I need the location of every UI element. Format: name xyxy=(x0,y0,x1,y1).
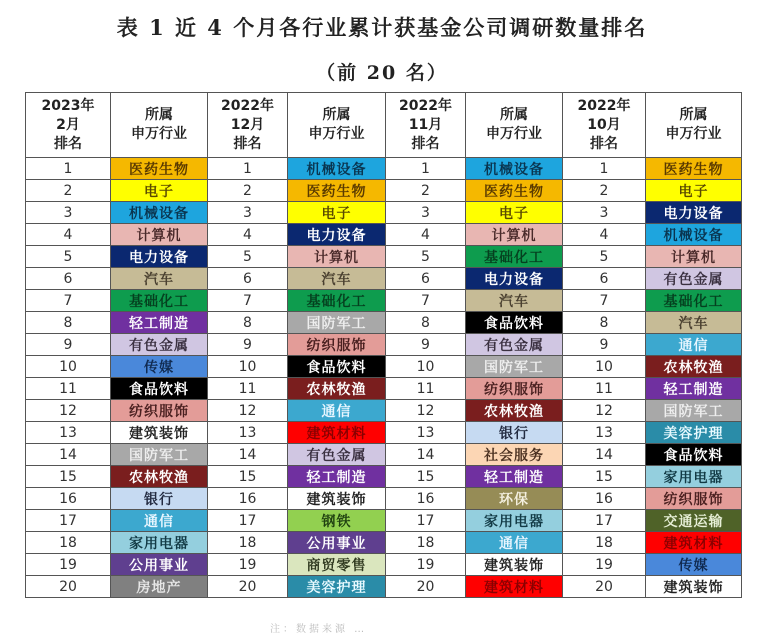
industry-cell: 汽车 xyxy=(288,268,386,290)
rank-cell: 1 xyxy=(208,158,288,180)
industry-cell: 房地产 xyxy=(111,576,208,598)
industry-cell: 商贸零售 xyxy=(288,554,386,576)
rank-cell: 2 xyxy=(208,180,288,202)
rank-cell: 3 xyxy=(386,202,466,224)
rank-cell: 11 xyxy=(208,378,288,400)
rank-cell: 15 xyxy=(563,466,646,488)
industry-cell: 电力设备 xyxy=(288,224,386,246)
source-note: 注：数据来源 … xyxy=(270,624,368,635)
rank-cell: 5 xyxy=(386,246,466,268)
rank-header-line: 2月 xyxy=(56,116,80,133)
rank-header xyxy=(208,93,288,158)
table-row xyxy=(26,532,742,554)
rank-cell: 5 xyxy=(563,246,646,268)
rank-cell: 16 xyxy=(386,488,466,510)
rank-cell: 13 xyxy=(208,422,288,444)
industry-cell: 建筑装饰 xyxy=(288,488,386,510)
industry-cell: 传媒 xyxy=(111,356,208,378)
industry-cell: 基础化工 xyxy=(288,290,386,312)
table-row xyxy=(26,246,742,268)
industry-cell: 国防军工 xyxy=(288,312,386,334)
rank-cell: 7 xyxy=(386,290,466,312)
industry-cell: 医药生物 xyxy=(288,180,386,202)
rank-cell: 10 xyxy=(386,356,466,378)
industry-cell: 建筑装饰 xyxy=(646,576,742,598)
rank-cell: 8 xyxy=(26,312,111,334)
industry-cell: 机械设备 xyxy=(111,202,208,224)
industry-header-line: 所属 xyxy=(500,107,528,123)
rank-cell: 10 xyxy=(26,356,111,378)
industry-header-line: 所属 xyxy=(145,107,173,123)
rank-cell: 11 xyxy=(26,378,111,400)
industry-cell: 纺织服饰 xyxy=(288,334,386,356)
industry-header-line: 申万行业 xyxy=(308,126,365,142)
rank-cell: 13 xyxy=(26,422,111,444)
rank-header-line: 2022年 xyxy=(577,97,631,114)
industry-cell: 基础化工 xyxy=(111,290,208,312)
rank-cell: 8 xyxy=(386,312,466,334)
industry-cell: 建筑装饰 xyxy=(466,554,563,576)
rank-header xyxy=(386,93,466,158)
rank-cell: 4 xyxy=(208,224,288,246)
industry-cell: 基础化工 xyxy=(646,290,742,312)
rank-cell: 19 xyxy=(563,554,646,576)
industry-cell: 通信 xyxy=(466,532,563,554)
rank-cell: 16 xyxy=(563,488,646,510)
table-row xyxy=(26,444,742,466)
industry-header-line: 所属 xyxy=(679,107,708,123)
rank-cell: 14 xyxy=(208,444,288,466)
rank-header-line: 2022年 xyxy=(399,97,452,114)
rank-cell: 17 xyxy=(208,510,288,532)
rank-cell: 7 xyxy=(208,290,288,312)
industry-cell: 美容护理 xyxy=(646,422,742,444)
table-row xyxy=(26,224,742,246)
industry-cell: 农林牧渔 xyxy=(466,400,563,422)
industry-cell: 计算机 xyxy=(288,246,386,268)
industry-cell: 银行 xyxy=(466,422,563,444)
industry-cell: 汽车 xyxy=(646,312,742,334)
rank-header-line: 排名 xyxy=(233,135,262,152)
industry-cell: 食品饮料 xyxy=(646,444,742,466)
rank-cell: 8 xyxy=(208,312,288,334)
rank-cell: 9 xyxy=(26,334,111,356)
rank-cell: 20 xyxy=(26,576,111,598)
rank-header xyxy=(26,93,111,158)
industry-cell: 电力设备 xyxy=(646,202,742,224)
industry-cell: 电子 xyxy=(646,180,742,202)
industry-cell: 家用电器 xyxy=(111,532,208,554)
table-row xyxy=(26,488,742,510)
rank-cell: 1 xyxy=(563,158,646,180)
rank-cell: 20 xyxy=(208,576,288,598)
rank-cell: 7 xyxy=(26,290,111,312)
rank-cell: 12 xyxy=(386,400,466,422)
industry-header-line: 申万行业 xyxy=(131,126,187,142)
industry-cell: 建筑装饰 xyxy=(111,422,208,444)
table-row xyxy=(26,378,742,400)
industry-cell: 电子 xyxy=(466,202,563,224)
industry-header-line: 申万行业 xyxy=(665,126,722,142)
industry-cell: 环保 xyxy=(466,488,563,510)
industry-cell: 社会服务 xyxy=(466,444,563,466)
rank-cell: 10 xyxy=(208,356,288,378)
industry-cell: 轻工制造 xyxy=(646,378,742,400)
industry-ranking-table xyxy=(25,92,742,598)
rank-cell: 3 xyxy=(26,202,111,224)
table-row xyxy=(26,312,742,334)
industry-cell: 通信 xyxy=(288,400,386,422)
industry-header xyxy=(111,93,208,158)
industry-cell: 公用事业 xyxy=(288,532,386,554)
industry-cell: 银行 xyxy=(111,488,208,510)
industry-cell: 机械设备 xyxy=(288,158,386,180)
rank-cell: 18 xyxy=(563,532,646,554)
rank-cell: 18 xyxy=(386,532,466,554)
rank-cell: 9 xyxy=(563,334,646,356)
industry-cell: 电子 xyxy=(288,202,386,224)
rank-cell: 12 xyxy=(26,400,111,422)
rank-cell: 1 xyxy=(386,158,466,180)
industry-cell: 电子 xyxy=(111,180,208,202)
rank-cell: 12 xyxy=(563,400,646,422)
rank-cell: 15 xyxy=(208,466,288,488)
rank-cell: 2 xyxy=(563,180,646,202)
rank-cell: 9 xyxy=(208,334,288,356)
industry-cell: 电力设备 xyxy=(466,268,563,290)
industry-cell: 农林牧渔 xyxy=(646,356,742,378)
industry-cell: 纺织服饰 xyxy=(646,488,742,510)
industry-cell: 机械设备 xyxy=(646,224,742,246)
rank-cell: 12 xyxy=(208,400,288,422)
industry-cell: 有色金属 xyxy=(646,268,742,290)
table-row xyxy=(26,334,742,356)
industry-cell: 轻工制造 xyxy=(466,466,563,488)
industry-cell: 汽车 xyxy=(466,290,563,312)
table-row xyxy=(26,290,742,312)
rank-cell: 4 xyxy=(563,224,646,246)
rank-cell: 2 xyxy=(26,180,111,202)
table-row xyxy=(26,400,742,422)
rank-cell: 19 xyxy=(208,554,288,576)
table-row xyxy=(26,510,742,532)
industry-cell: 国防军工 xyxy=(466,356,563,378)
rank-cell: 14 xyxy=(563,444,646,466)
industry-cell: 美容护理 xyxy=(288,576,386,598)
industry-cell: 计算机 xyxy=(466,224,563,246)
rank-cell: 5 xyxy=(26,246,111,268)
industry-cell: 轻工制造 xyxy=(111,312,208,334)
rank-cell: 4 xyxy=(26,224,111,246)
rank-cell: 11 xyxy=(563,378,646,400)
rank-cell: 6 xyxy=(26,268,111,290)
industry-cell: 医药生物 xyxy=(111,158,208,180)
rank-cell: 1 xyxy=(26,158,111,180)
table-subtitle: （前 20 名） xyxy=(316,62,448,84)
rank-cell: 20 xyxy=(563,576,646,598)
rank-cell: 20 xyxy=(386,576,466,598)
industry-cell: 食品饮料 xyxy=(288,356,386,378)
industry-cell: 公用事业 xyxy=(111,554,208,576)
rank-cell: 14 xyxy=(26,444,111,466)
industry-cell: 食品饮料 xyxy=(111,378,208,400)
rank-cell: 16 xyxy=(208,488,288,510)
rank-header-line: 12月 xyxy=(230,116,265,133)
rank-cell: 18 xyxy=(208,532,288,554)
table-row xyxy=(26,356,742,378)
rank-header-line: 排名 xyxy=(54,135,82,152)
rank-cell: 3 xyxy=(563,202,646,224)
industry-cell: 农林牧渔 xyxy=(288,378,386,400)
rank-cell: 19 xyxy=(386,554,466,576)
industry-cell: 纺织服饰 xyxy=(111,400,208,422)
rank-cell: 8 xyxy=(563,312,646,334)
industry-cell: 家用电器 xyxy=(646,466,742,488)
table-row xyxy=(26,268,742,290)
rank-header-line: 11月 xyxy=(408,116,443,133)
industry-cell: 交通运输 xyxy=(646,510,742,532)
industry-cell: 机械设备 xyxy=(466,158,563,180)
rank-header xyxy=(563,93,646,158)
industry-cell: 电力设备 xyxy=(111,246,208,268)
industry-cell: 轻工制造 xyxy=(288,466,386,488)
rank-cell: 18 xyxy=(26,532,111,554)
industry-cell: 有色金属 xyxy=(111,334,208,356)
rank-header-line: 排名 xyxy=(411,135,440,152)
table-row xyxy=(26,202,742,224)
table-title: 表 1 近 4 个月各行业累计获基金公司调研数量排名 xyxy=(116,15,648,40)
rank-cell: 6 xyxy=(563,268,646,290)
table-row xyxy=(26,158,742,180)
rank-cell: 10 xyxy=(563,356,646,378)
industry-cell: 钢铁 xyxy=(288,510,386,532)
industry-cell: 计算机 xyxy=(646,246,742,268)
industry-cell: 建筑材料 xyxy=(466,576,563,598)
rank-header-line: 2022年 xyxy=(221,97,274,114)
header-row xyxy=(26,93,742,158)
rank-cell: 14 xyxy=(386,444,466,466)
industry-cell: 食品饮料 xyxy=(466,312,563,334)
industry-cell: 基础化工 xyxy=(466,246,563,268)
rank-header-line: 排名 xyxy=(590,135,618,152)
rank-cell: 19 xyxy=(26,554,111,576)
industry-header xyxy=(646,93,742,158)
industry-cell: 计算机 xyxy=(111,224,208,246)
rank-cell: 17 xyxy=(386,510,466,532)
rank-cell: 2 xyxy=(386,180,466,202)
rank-cell: 5 xyxy=(208,246,288,268)
industry-header xyxy=(466,93,563,158)
table-row xyxy=(26,422,742,444)
table-row xyxy=(26,466,742,488)
rank-cell: 13 xyxy=(563,422,646,444)
rank-cell: 6 xyxy=(208,268,288,290)
industry-cell: 家用电器 xyxy=(466,510,563,532)
industry-cell: 建筑材料 xyxy=(646,532,742,554)
rank-cell: 15 xyxy=(26,466,111,488)
rank-cell: 17 xyxy=(563,510,646,532)
rank-cell: 16 xyxy=(26,488,111,510)
table-row xyxy=(26,180,742,202)
rank-cell: 3 xyxy=(208,202,288,224)
industry-cell: 汽车 xyxy=(111,268,208,290)
industry-cell: 传媒 xyxy=(646,554,742,576)
industry-cell: 国防军工 xyxy=(646,400,742,422)
rank-cell: 6 xyxy=(386,268,466,290)
industry-cell: 国防军工 xyxy=(111,444,208,466)
rank-cell: 11 xyxy=(386,378,466,400)
industry-header-line: 所属 xyxy=(322,107,351,123)
industry-header-line: 申万行业 xyxy=(486,126,542,142)
table-row xyxy=(26,576,742,598)
industry-cell: 农林牧渔 xyxy=(111,466,208,488)
industry-cell: 有色金属 xyxy=(288,444,386,466)
rank-cell: 7 xyxy=(563,290,646,312)
rank-cell: 4 xyxy=(386,224,466,246)
rank-header-line: 2023年 xyxy=(41,97,95,114)
industry-cell: 建筑材料 xyxy=(288,422,386,444)
rank-cell: 15 xyxy=(386,466,466,488)
industry-cell: 医药生物 xyxy=(466,180,563,202)
rank-cell: 17 xyxy=(26,510,111,532)
table-row xyxy=(26,554,742,576)
rank-header-line: 10月 xyxy=(587,116,621,133)
industry-header xyxy=(288,93,386,158)
rank-cell: 9 xyxy=(386,334,466,356)
rank-cell: 13 xyxy=(386,422,466,444)
industry-cell: 纺织服饰 xyxy=(466,378,563,400)
industry-cell: 通信 xyxy=(111,510,208,532)
industry-cell: 有色金属 xyxy=(466,334,563,356)
industry-cell: 通信 xyxy=(646,334,742,356)
industry-cell: 医药生物 xyxy=(646,158,742,180)
